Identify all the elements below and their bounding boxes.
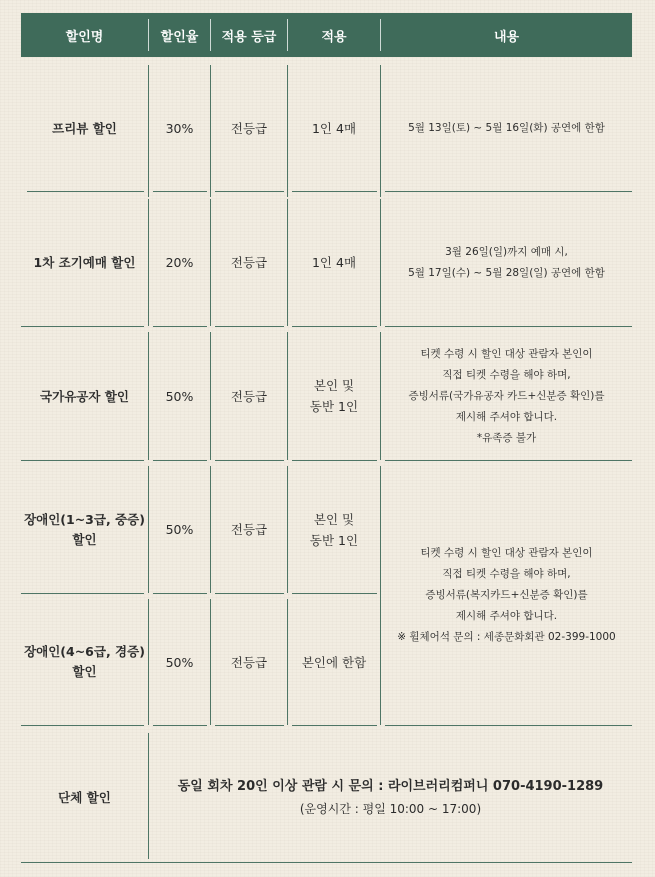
discount-name: 할인 xyxy=(72,664,97,679)
discount-apply xyxy=(288,199,380,326)
row-divider xyxy=(21,460,144,461)
table-row-preview-name xyxy=(21,65,148,191)
discount-rate xyxy=(149,599,210,725)
group-hours-line: (운영시간 : 평일 10:00 ~ 17:00) xyxy=(299,801,482,816)
table-row-disability-severe-name xyxy=(21,466,148,593)
content-line: *유족증 불가 xyxy=(476,431,537,444)
discount-grade-value: 전등급 xyxy=(230,255,268,270)
row-divider xyxy=(21,725,144,726)
discount-name: 장애인(4~6급, 경증) xyxy=(24,644,145,659)
discount-grade-value: 전등급 xyxy=(230,388,268,404)
content-line: 직접 티켓 수령을 해야 하며, xyxy=(442,568,571,580)
content-line: 5월 17일(수) ~ 5월 28일(일) 공연에 한함 xyxy=(408,266,605,279)
content-line: 제시해 주셔야 합니다. xyxy=(455,610,558,622)
discount-grade-value: 전등급 xyxy=(230,120,268,136)
row-divider xyxy=(385,326,632,327)
row-divider xyxy=(292,460,377,461)
row-divider xyxy=(215,326,284,327)
content-line: 증빙서류(복지카드+신분증 확인)를 xyxy=(425,589,588,601)
discount-grade xyxy=(211,332,287,460)
discount-apply xyxy=(288,466,380,593)
row-divider xyxy=(153,191,207,192)
content-line: 티켓 수령 시 할인 대상 관람자 본인이 xyxy=(420,347,593,360)
row-divider xyxy=(215,191,284,192)
discount-rate-value: 20% xyxy=(165,255,194,270)
content-line: ※ 휠체어석 문의 : 세종문화회관 02-399-1000 xyxy=(397,631,616,643)
discount-apply-value: 1인 4매 xyxy=(311,255,357,270)
discount-content xyxy=(381,332,632,460)
row-divider xyxy=(153,725,207,726)
content-line: 직접 티켓 수령을 해야 하며, xyxy=(442,368,571,381)
discount-grade xyxy=(211,466,287,593)
header-content: 내용 xyxy=(493,29,520,45)
header-apply: 적용 xyxy=(321,29,347,45)
row-divider xyxy=(292,593,377,594)
header-grade: 적용 등급 xyxy=(221,29,277,45)
row-divider xyxy=(27,191,144,192)
row-divider xyxy=(215,725,284,726)
discount-grade xyxy=(211,599,287,725)
discount-apply xyxy=(288,65,380,191)
table-row-early-name xyxy=(21,199,148,326)
discount-name: 국가유공자 할인 xyxy=(40,388,129,404)
table-row-disability-mild-name xyxy=(21,599,148,725)
discount-apply xyxy=(288,332,380,460)
group-discount-content xyxy=(149,733,632,862)
content-line: 증빙서류(국가유공자 카드+신분증 확인)를 xyxy=(408,389,605,402)
discount-grade xyxy=(211,199,287,326)
discount-rate-value: 50% xyxy=(165,388,194,404)
content-line: 제시해 주셔야 합니다. xyxy=(455,410,558,423)
row-divider xyxy=(153,593,207,594)
discount-name: 1차 조기예매 할인 xyxy=(33,255,136,270)
row-divider xyxy=(292,725,377,726)
table-header xyxy=(21,13,632,57)
discount-apply-value: 1인 4매 xyxy=(311,120,357,136)
row-divider xyxy=(385,191,632,192)
row-divider xyxy=(292,191,377,192)
discount-apply-value: 본인 및 xyxy=(313,511,355,527)
row-divider xyxy=(215,593,284,594)
discount-name: 프리뷰 할인 xyxy=(52,120,117,136)
table-bottom-border xyxy=(21,862,632,863)
discount-name: 단체 할인 xyxy=(58,790,111,805)
discount-name: 장애인(1~3급, 중증) xyxy=(24,511,145,527)
discount-rate-value: 50% xyxy=(165,522,194,537)
header-rate: 할인율 xyxy=(160,29,199,45)
table-row-veteran-name xyxy=(21,332,148,460)
discount-apply-value: 본인 및 xyxy=(313,378,355,393)
discount-rate xyxy=(149,199,210,326)
discount-grade-value: 전등급 xyxy=(230,654,268,670)
content-line: 3월 26일(일)까지 예매 시, xyxy=(445,245,568,258)
group-contact-line: 동일 회차 20인 이상 관람 시 문의 : 라이브러리컴퍼니 070-4190-1289 xyxy=(177,778,604,794)
discount-apply xyxy=(288,599,380,725)
table-row-group-name xyxy=(21,733,148,862)
discount-grade-value: 전등급 xyxy=(230,522,268,537)
discount-apply-value: 동반 1인 xyxy=(309,532,359,548)
discount-rate-value: 50% xyxy=(165,654,194,670)
discount-name: 할인 xyxy=(72,531,97,547)
discount-content xyxy=(381,65,632,191)
row-divider xyxy=(153,460,207,461)
discount-apply-value: 동반 1인 xyxy=(309,399,359,414)
discount-rate-value: 30% xyxy=(165,120,194,136)
header-name: 할인명 xyxy=(65,29,104,45)
row-divider xyxy=(21,593,144,594)
content-line: 티켓 수령 시 할인 대상 관람자 본인이 xyxy=(420,547,593,559)
discount-apply-value: 본인에 한함 xyxy=(301,654,367,670)
row-divider xyxy=(215,460,284,461)
discount-rate xyxy=(149,466,210,593)
discount-grade xyxy=(211,65,287,191)
content-line: 5월 13일(토) ~ 5월 16일(화) 공연에 한함 xyxy=(408,121,605,134)
row-divider xyxy=(385,725,632,726)
row-divider xyxy=(21,326,144,327)
discount-content xyxy=(381,199,632,326)
row-divider xyxy=(292,326,377,327)
discount-rate xyxy=(149,332,210,460)
disability-discount-content xyxy=(381,466,632,725)
row-divider xyxy=(153,326,207,327)
discount-rate xyxy=(149,65,210,191)
row-divider xyxy=(385,460,632,461)
